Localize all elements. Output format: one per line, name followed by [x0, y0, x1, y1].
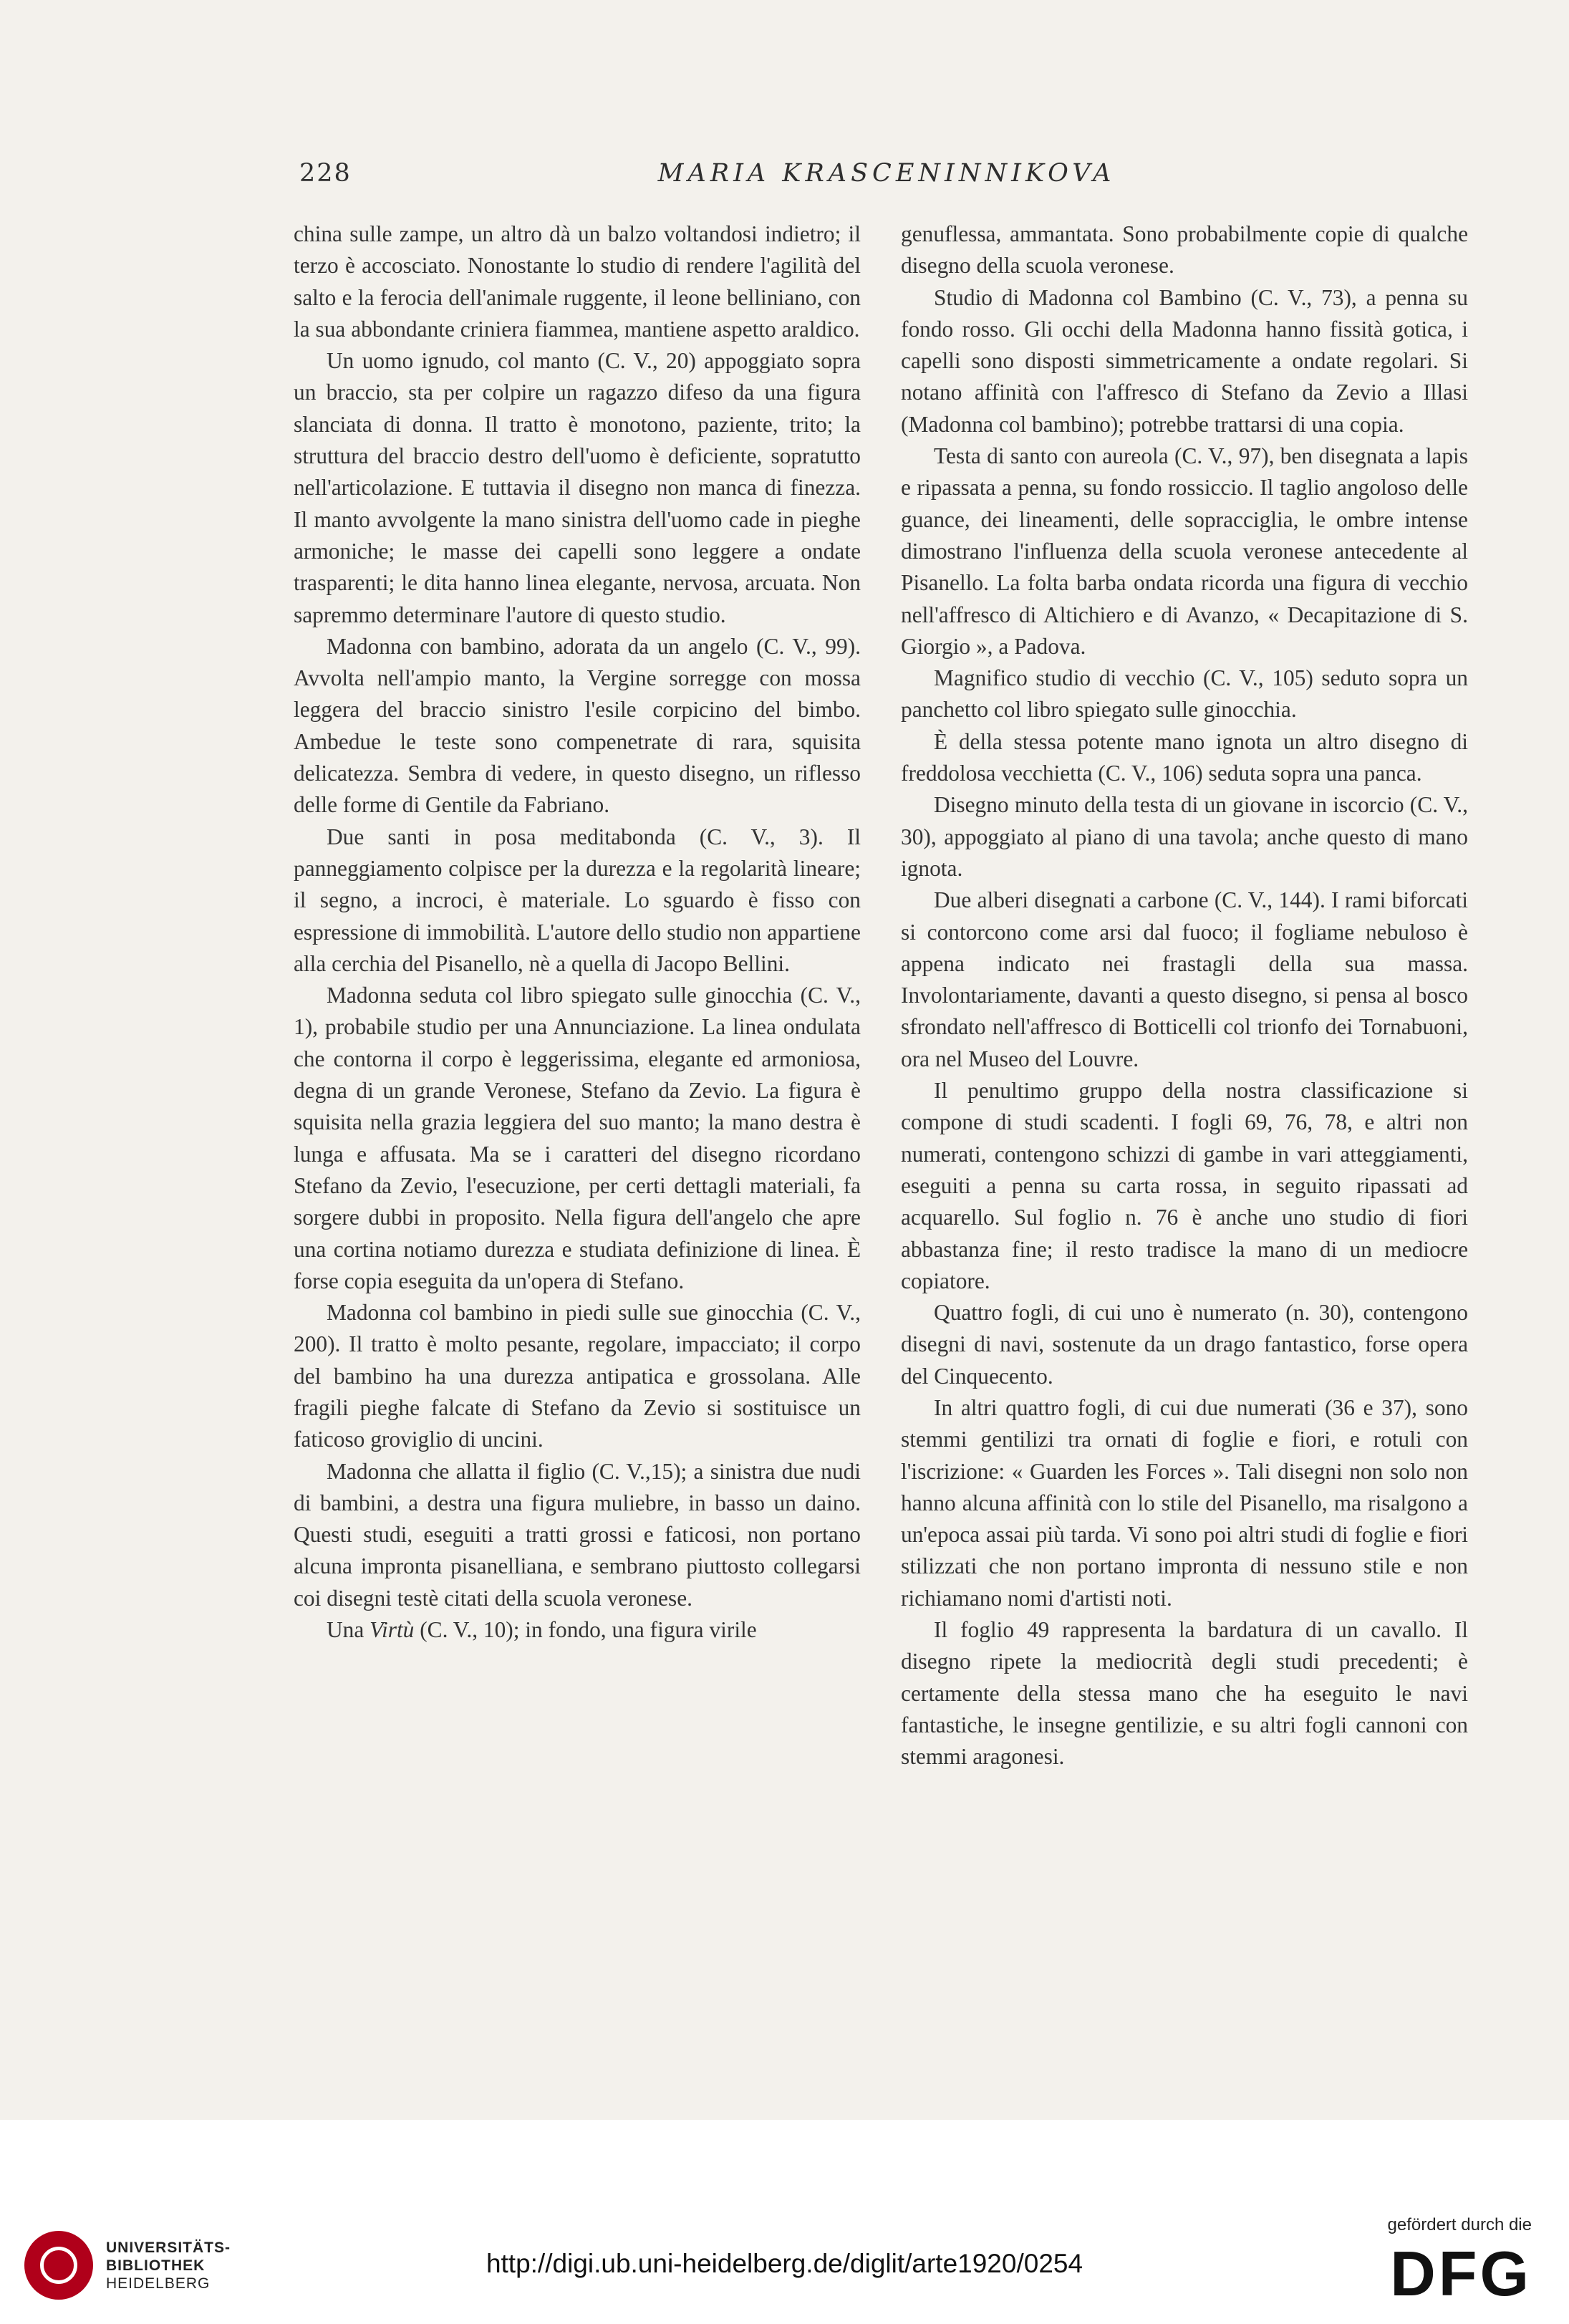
paragraph: Quattro fogli, di cui uno è numerato (n. 30), contengono disegni di navi, sostenute da un drago fantastico, forse opera del Cinquecento. — [901, 1300, 1468, 1389]
paragraph: genuflessa, ammantata. Sono probabilmente copie di qualche disegno della scuola veronese. — [901, 221, 1468, 279]
paragraph: È della stessa potente mano ignota un altro disegno di freddolosa vecchietta (C. V., 106) seduta sopra una panca. — [901, 728, 1468, 786]
paragraph: Madonna che allatta il figlio (C. V.,15); a sinistra due nudi di bambini, a destra una figura muliebre, in basso un daino. Questi studi, eseguiti a tratti grossi e faticosi, non portano alcuna impronta pisanelliana, e sembrano piuttosto collegarsi coi disegni testè citati della scuola veronese. — [294, 1458, 861, 1611]
permalink-url[interactable]: http://digi.ub.uni-heidelberg.de/diglit/arte1920/0254 — [486, 2249, 1083, 2278]
paragraph: Due alberi disegnati a carbone (C. V., 144). I rami biforcati si contorcono come arsi dal fuoco; il fogliame nebuloso è appena indicato nei frastagli della sua massa. Involontariamente, davanti a questo disegno, si pensa al bosco sfrondato nell'affresco di Botticelli col trionfo dei Tornabuoni, ora nel Museo del Louvre. — [901, 887, 1468, 1071]
paragraph: Madonna seduta col libro spiegato sulle ginocchia (C. V., 1), probabile studio per una Annunciazione. La linea ondulata che contorna il corpo è leggerissima, elegante ed armoniosa, degna di un grande Veronese, Stefano da Zevio. La figura è squisita nella grazia leggiera del suo manto; la mano destra è lunga e affusata. Ma se i caratteri del disegno ricordano Stefano da Zevio, l'esecuzione, per certi dettagli materiali, fa sorgere dubbi in proposito. Nella figura dell'angelo che apre una cortina notiamo durezza e studiata definizione di linea. È forse copia eseguita da un'opera di Stefano. — [294, 983, 861, 1293]
paragraph: In altri quattro fogli, di cui due numerati (36 e 37), sono stemmi gentilizi tra ornati di foglie e fiori, e rotuli con l'iscrizione: « Guarden les Forces ». Tali disegni non solo non hanno alcuna affinità con lo stile del Pisanello, ma risalgono a un'epoca assai più tarda. Vi sono poi altri studi di foglie e fiori stilizzati che non portano impronta di nessuno stile e non richiamano nomi d'artisti noti. — [901, 1394, 1468, 1611]
paragraph: Madonna col bambino in piedi sulle sue ginocchia (C. V., 200). Il tratto è molto pesante, regolare, impacciato; il corpo del bambino ha una durezza antipatica e grossolana. Alle fragili pieghe falcate di Stefano da Zevio si sostituisce un faticoso groviglio di uncini. — [294, 1300, 861, 1452]
paragraph: Disegno minuto della testa di un giovane in iscorcio (C. V., 30), appoggiato al piano di una tavola; anche questo di mano ignota. — [901, 792, 1468, 881]
paragraph: Il penultimo gruppo della nostra classificazione si compone di studi scadenti. I fogli 69, 76, 78, e altri non numerati, contengono schizzi di gambe in vari atteggiamenti, eseguiti a penna su carta rossa, in seguito ripassati ad acquarello. Sul foglio n. 76 è anche uno studio di fiori abbastanza fine; il resto tradisce la mano di un mediocre copiatore. — [901, 1078, 1468, 1293]
text-run: (C. V., 10); in fondo, una figura virile — [414, 1617, 757, 1643]
library-line: BIBLIOTHEK — [106, 2257, 206, 2274]
funder-block — [1387, 2215, 1532, 2309]
funder-note: gefördert durch die — [1387, 2215, 1532, 2234]
paragraph: Il foglio 49 rappresenta la bardatura di un cavallo. Il disegno ripete la mediocrità degli studi precedenti; è certamente della stessa mano che ha eseguito le navi fantastiche, le insegne gentilizie, e su altri fogli cannoni con stemmi aragonesi. — [901, 1617, 1468, 1770]
page-number: 228 — [299, 159, 352, 188]
paragraph: china sulle zampe, un altro dà un balzo voltandosi indietro; il terzo è accosciato. Nonostante lo studio di rendere l'agilità del salto e la ferocia dell'animale ruggente, il leone belliniano, con la sua abbondante criniera fiammea, mantiene aspetto araldico. — [294, 221, 861, 342]
paragraph: Magnifico studio di vecchio (C. V., 105) seduto sopra un panchetto col libro spiegato sulle ginocchia. — [901, 665, 1468, 723]
text-columns — [294, 218, 1468, 1980]
text-run: Una — [327, 1617, 370, 1643]
dfg-logo[interactable]: DFG — [1390, 2238, 1532, 2309]
library-line: HEIDELBERG — [106, 2275, 211, 2292]
viewer-footer — [0, 2120, 1569, 2324]
italic-title: Virtù — [370, 1617, 415, 1643]
library-line: UNIVERSITÄTS- — [106, 2239, 231, 2256]
paragraph: Studio di Madonna col Bambino (C. V., 73), a penna su fondo rosso. Gli occhi della Madonna hanno fissità gotica, i capelli sono disposti simmetricamente a ondate regolari. Si notano affinità con l'affresco di Stefano da Zevio a Illasi (Madonna col bambino); potrebbe trattarsi di una copia. — [901, 284, 1468, 437]
page-header — [299, 159, 1474, 202]
paragraph: Madonna con bambino, adorata da un angelo (C. V., 99). Avvolta nell'ampio manto, la Vergine sorregge con mossa leggera del braccio sinistro l'esile corpicino del bimbo. Ambedue le teste sono compenetrate di rara, squisita delicatezza. Sembra di vedere, in questo disegno, un riflesso delle forme di Gentile da Fabriano. — [294, 633, 861, 818]
right-column — [901, 218, 1468, 1980]
paragraph: Un uomo ignudo, col manto (C. V., 20) appoggiato sopra un braccio, sta per colpire un ragazzo difeso da una figura slanciata di donna. Il tratto è monotono, paziente, trito; la struttura del braccio destro dell'uomo è deficiente, sopratutto nell'articolazione. E tuttavia il disegno non manca di finezza. Il manto avvolgente la mano sinistra dell'uomo cade in pieghe armoniche; le masse dei capelli sono leggere a ondate trasparenti; le dita hanno linea elegante, nervosa, arcuata. Non sapremmo determinare l'autore di questo studio. — [294, 348, 861, 627]
running-title: MARIA KRASCENINNIKOVA — [657, 159, 1116, 188]
paragraph — [294, 1614, 861, 1646]
paragraph: Testa di santo con aureola (C. V., 97), ben disegnata a lapis e ripassata a penna, su fondo rossiccio. Il taglio angoloso delle guance, dei lineamenti, delle sopracciglia, le ombre intense dimostrano l'influenza della scuola veronese antecedente al Pisanello. La folta barba ondata ricorda una figura di vecchio nell'affresco di Altichiero e di Avanzo, « Decapitazione di S. Giorgio », a Padova. — [901, 443, 1468, 659]
left-column — [294, 218, 861, 1980]
paragraph: Due santi in posa meditabonda (C. V., 3). Il panneggiamento colpisce per la durezza e la regolarità lineare; il segno, a incroci, è materiale. Lo sguardo è fisso con espressione di immobilità. L'autore dello studio non appartiene alla cerchia del Pisanello, nè a quella di Jacopo Bellini. — [294, 824, 861, 976]
